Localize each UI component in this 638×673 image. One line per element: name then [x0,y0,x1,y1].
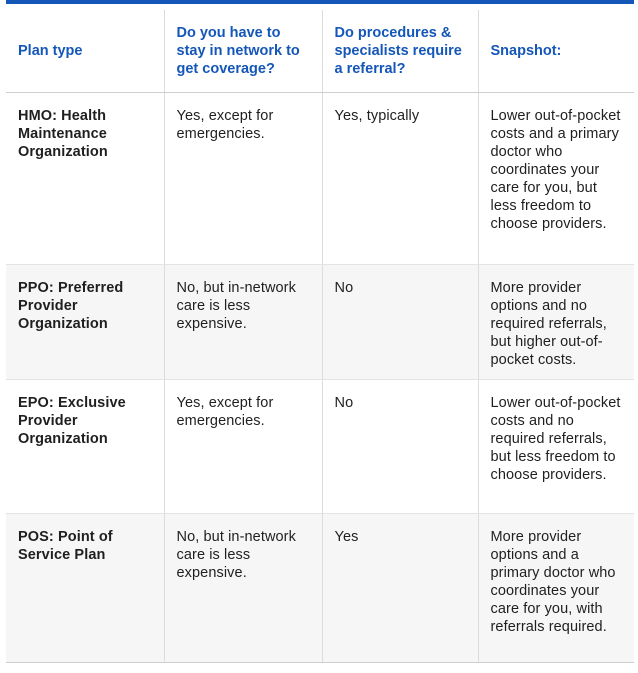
table-row [6,380,634,514]
header-snapshot: Snapshot: [478,10,634,93]
in-network-cell: Yes, except for emergencies. [164,93,322,265]
snapshot-cell: Lower out-of-pocket costs and no required referrals, but less freedom to choose providers. [478,380,634,514]
table-row [6,93,634,265]
referral-cell: Yes, typically [322,93,478,265]
plan-type-cell: HMO: Health Maintenance Organization [6,93,164,265]
in-network-cell: No, but in-network care is less expensive. [164,514,322,663]
referral-cell: No [322,380,478,514]
plan-type-cell: PPO: Preferred Provider Organization [6,265,164,380]
table-header-row [6,10,634,93]
snapshot-cell: More provider options and a primary doctor who coordinates your care for you, with referrals required. [478,514,634,663]
in-network-cell: Yes, except for emergencies. [164,380,322,514]
plan-type-cell: EPO: Exclusive Provider Organization [6,380,164,514]
referral-cell: Yes [322,514,478,663]
table-row [6,514,634,663]
referral-cell: No [322,265,478,380]
plan-comparison-table [6,10,634,663]
snapshot-cell: More provider options and no required referrals, but higher out-of-pocket costs. [478,265,634,380]
table-row [6,265,634,380]
header-referral: Do procedures & specialists require a referral? [322,10,478,93]
plan-type-cell: POS: Point of Service Plan [6,514,164,663]
snapshot-cell: Lower out-of-pocket costs and a primary doctor who coordinates your care for you, but less freedom to choose providers. [478,93,634,265]
in-network-cell: No, but in-network care is less expensive. [164,265,322,380]
header-in-network: Do you have to stay in network to get coverage? [164,10,322,93]
header-plan-type: Plan type [6,10,164,93]
accent-bar [6,0,634,4]
